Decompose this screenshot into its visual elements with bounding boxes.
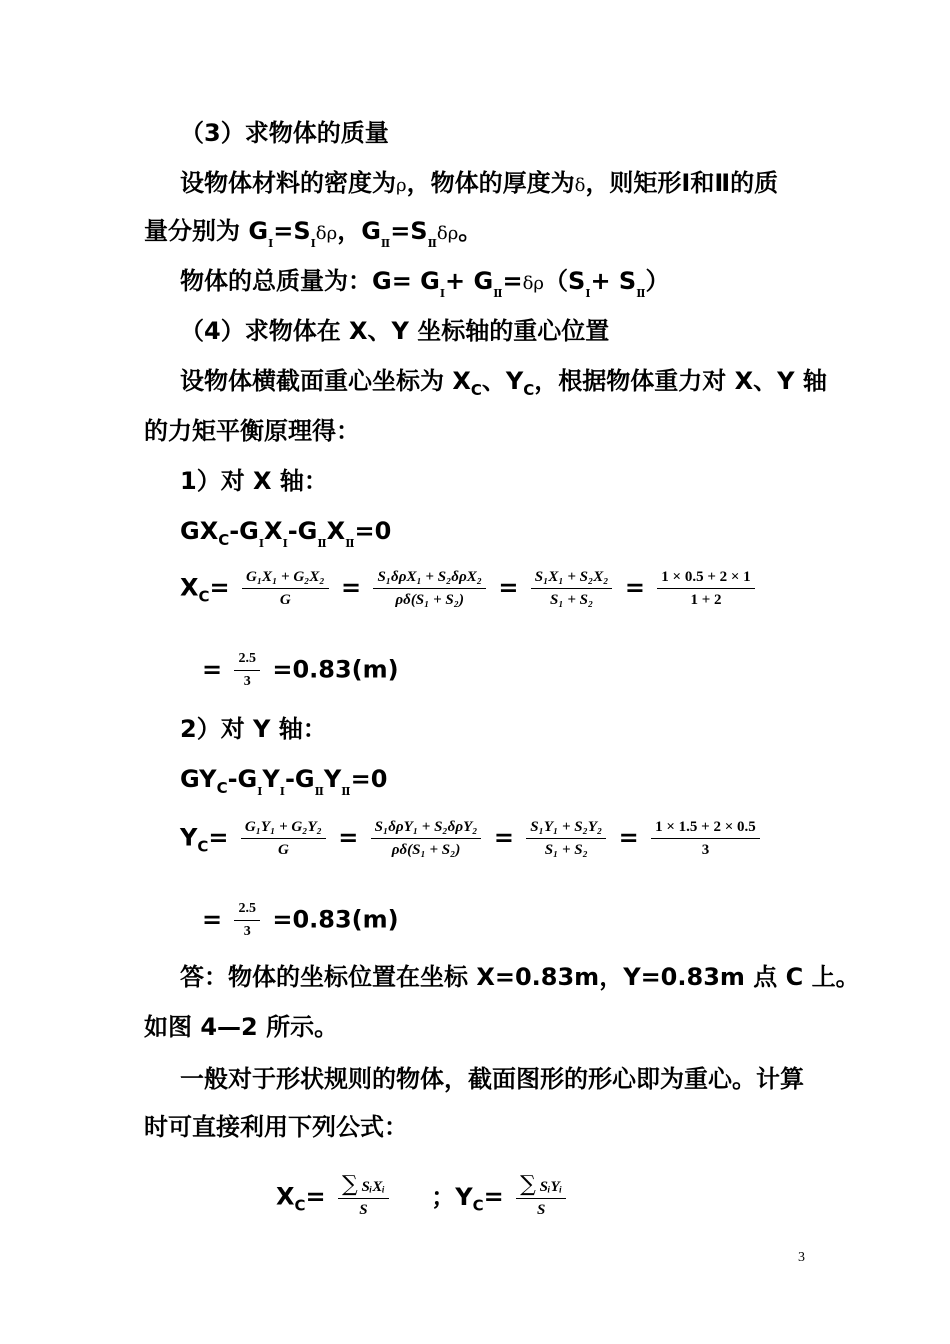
step-y-axis: 2）对 Y 轴： (180, 715, 327, 743)
paragraph-density-cont: 量分别为 $G_Ⅰ=S_Ⅰ\delta\rho$，$G_Ⅱ=S_Ⅱ\delta\rho$。 (144, 217, 483, 250)
xc-result: = $\frac{2.5}{3}$ =0.83(m) (202, 651, 399, 689)
general-centroid-formula: $X_C=$ $\frac{\text{∑ SᵢXᵢ}}{S}$ ；$Y_C=$ $\frac{\text{∑ SᵢYᵢ}}{S}$ (276, 1176, 570, 1221)
moment-equation-y: $GY_C-G_ⅠY_Ⅰ-G_ⅡY_Ⅱ=0$ (180, 765, 388, 798)
yc-formula: $Y_C=$ $\frac{\text{G₁Y₁ + G₂Y₂}}{G}$ = $\frac{\text{S₁δρY₁ + S₂δρY₂}}{\text{ρδ(S₁ + S₂)}}$ = $\frac{\text{S₁Y₁ + S₂Y₂}}{\text{S₁ + S₂}}$ = $\frac{1 \times 1.5 + 2 \times 0.5}{3}$ (180, 818, 764, 862)
fraction: $\frac{1 \times 1.5 + 2 \times 0.5}{3}$ (651, 818, 760, 859)
yc-result: = $\frac{2.5}{3}$ =0.83(m) (202, 901, 399, 939)
paragraph-general-cont: 时可直接利用下列公式： (144, 1113, 408, 1141)
fraction: $\frac{\text{S₁δρY₁ + S₂δρY₂}}{\text{ρδ(S₁ + S₂)}}$ (371, 818, 482, 859)
fraction: $\frac{2.5}{3}$ (234, 900, 260, 941)
fraction: $\frac{2.5}{3}$ (234, 650, 260, 691)
answer-line: 答：物体的坐标位置在坐标 X=0.83m，Y=0.83m 点 C 上。 (180, 963, 860, 991)
fraction: $\frac{\text{G₁Y₁ + G₂Y₂}}{G}$ (241, 818, 326, 859)
fraction: $\frac{\text{G₁X₁ + G₂X₂}}{G}$ (242, 568, 329, 609)
moment-equation-x: $GX_C-G_ⅠX_Ⅰ-G_ⅡX_Ⅱ=0$ (180, 517, 392, 550)
total-mass-line: 物体的总质量为：$G= G_Ⅰ+ G_Ⅱ=\delta\rho(S_Ⅰ+ S_Ⅱ)$ (180, 267, 670, 300)
fraction: $\frac{\text{∑ SᵢYᵢ}}{S}$ (516, 1176, 566, 1219)
answer-line-cont: 如图 4—2 所示。 (144, 1013, 339, 1041)
fraction: $\frac{1 \times 0.5 + 2 \times 1}{1 + 2}$ (657, 568, 754, 609)
paragraph-centroid-cont: 的力矩平衡原理得： (144, 417, 360, 445)
fraction: $\frac{\text{∑ SᵢXᵢ}}{S}$ (338, 1176, 389, 1219)
paragraph-centroid: 设物体横截面重心坐标为 $X_C$、$Y_C$，根据物体重力对 X、Y 轴 (180, 367, 827, 399)
paragraph-density: 设物体材料的密度为ρ，物体的厚度为δ，则矩形Ⅰ和Ⅱ的质 (180, 169, 779, 197)
page-number: 3 (798, 1250, 805, 1265)
step-x-axis: 1）对 X 轴： (180, 467, 328, 495)
section-heading-mass: （3）求物体的质量 (180, 119, 389, 147)
paragraph-general: 一般对于形状规则的物体，截面图形的形心即为重心。计算 (180, 1065, 804, 1093)
fraction: $\frac{\text{S₁Y₁ + S₂Y₂}}{\text{S₁ + S₂}}$ (526, 818, 606, 859)
section-heading-centroid: （4）求物体在 X、Y 坐标轴的重心位置 (180, 317, 610, 345)
fraction: $\frac{\text{S₁δρX₁ + S₂δρX₂}}{\text{ρδ(S₁ + S₂)}}$ (373, 568, 485, 609)
fraction: $\frac{\text{S₁X₁ + S₂X₂}}{\text{S₁ + S₂}}$ (531, 568, 613, 609)
xc-formula: $X_C=$ $\frac{\text{G₁X₁ + G₂X₂}}{G}$ = $\frac{\text{S₁δρX₁ + S₂δρX₂}}{\text{ρδ(S₁ + S₂)}}$ = $\frac{\text{S₁X₁ + S₂X₂}}{\text{S₁ + S₂}}$ = $\frac{1 \times 0.5 + 2 \times 1}{1 + 2}$ (180, 568, 759, 612)
